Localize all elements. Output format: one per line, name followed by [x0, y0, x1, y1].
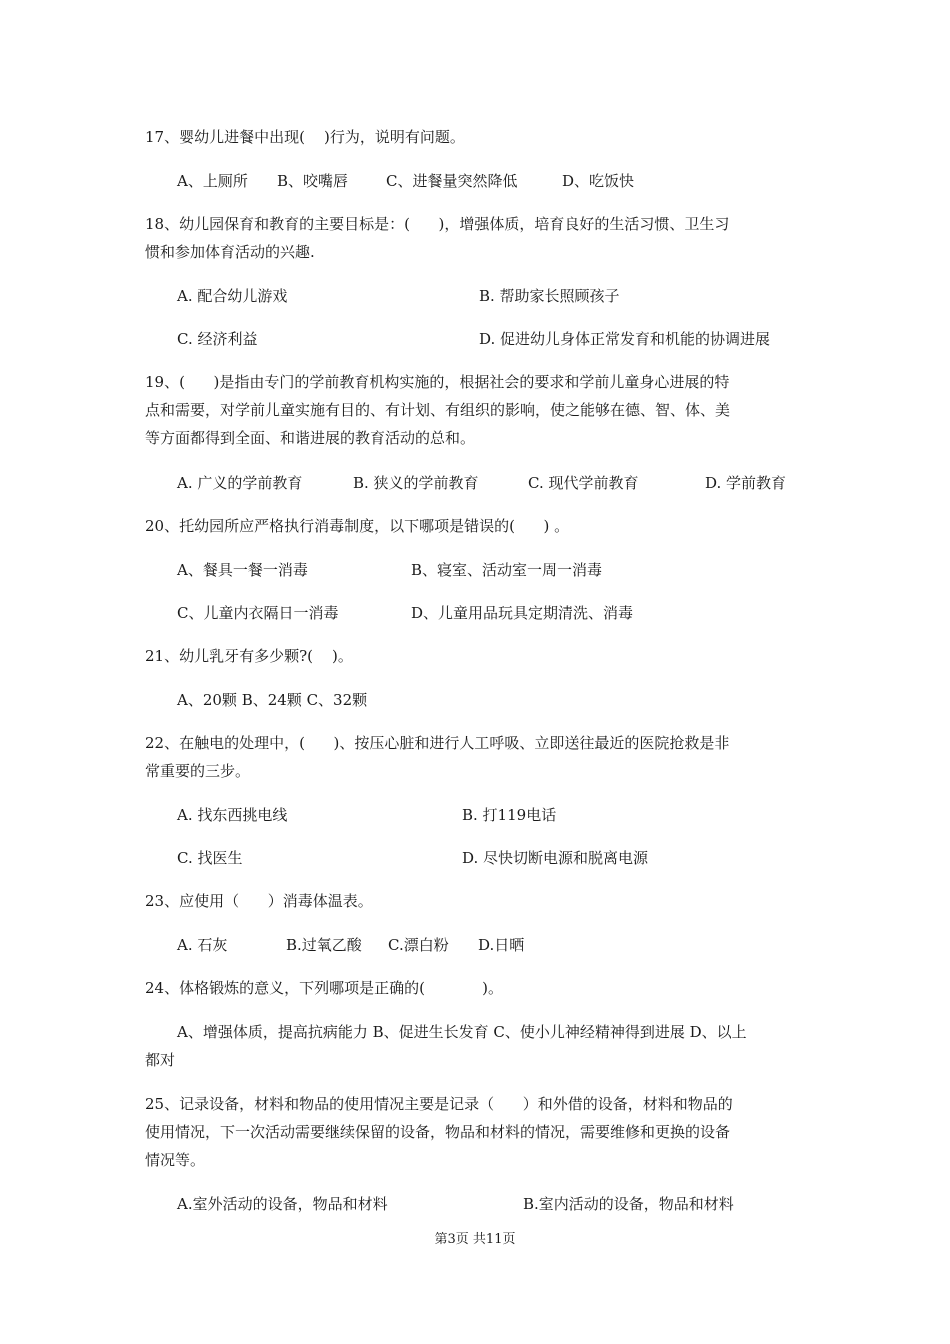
q22-option-d: D. 尽快切断电源和脱离电源: [462, 849, 649, 867]
q21-options: A、20颗 B、24颗 C、32颗: [177, 691, 368, 709]
q22-option-c: C. 找医生: [177, 849, 243, 867]
question-20: 20、托幼园所应严格执行消毒制度，以下哪项是错误的( ) 。: [145, 517, 570, 535]
q20-option-d: D、儿童用品玩具定期清洗、消毒: [411, 604, 634, 622]
question-22-line-2: 常重要的三步。: [145, 762, 251, 780]
question-25-line-3: 情况等。: [145, 1151, 206, 1169]
question-19-line-1: 19、( )是指由专门的学前教育机构实施的，根据社会的要求和学前儿童身心进展的特: [145, 373, 730, 391]
q20-option-c: C、儿童内衣隔日一消毒: [177, 604, 339, 622]
question-19-line-2: 点和需要，对学前儿童实施有目的、有计划、有组织的影响，使之能够在德、智、体、美: [145, 401, 731, 419]
q24-options-line-1: A、增强体质，提高抗病能力 B、促进生长发育 C、使小儿神经精神得到进展 D、以上: [177, 1023, 747, 1041]
question-17: 17、婴幼儿进餐中出现( )行为，说明有问题。: [145, 128, 465, 146]
q19-option-d: D. 学前教育: [705, 474, 787, 492]
q19-option-a: A. 广义的学前教育: [177, 474, 303, 492]
question-18-line-2: 惯和参加体育活动的兴趣.: [145, 243, 315, 261]
q17-option-c: C、进餐量突然降低: [386, 172, 518, 190]
q23-option-d: D.日晒: [478, 936, 525, 954]
q18-option-c: C. 经济利益: [177, 330, 258, 348]
q20-option-a: A、餐具一餐一消毒: [177, 561, 308, 579]
q23-option-a: A. 石灰: [177, 936, 228, 954]
q17-option-b: B、咬嘴唇: [277, 172, 349, 190]
q25-option-b: B.室内活动的设备，物品和材料: [523, 1195, 734, 1213]
question-25-line-1: 25、记录设备，材料和物品的使用情况主要是记录（ ）和外借的设备，材料和物品的: [145, 1095, 733, 1113]
question-18-line-1: 18、幼儿园保育和教育的主要目标是：( )，增强体质，培育良好的生活习惯、卫生习: [145, 215, 730, 233]
question-24: 24、体格锻炼的意义，下列哪项是正确的( )。: [145, 979, 504, 997]
q19-option-c: C. 现代学前教育: [528, 474, 639, 492]
q25-option-a: A.室外活动的设备，物品和材料: [177, 1195, 388, 1213]
q18-option-a: A. 配合幼儿游戏: [177, 287, 288, 305]
page-footer: 第3页 共11页: [434, 1232, 516, 1247]
q19-option-b: B. 狭义的学前教育: [353, 474, 479, 492]
q20-option-b: B、寝室、活动室一周一消毒: [411, 561, 603, 579]
q18-option-d: D. 促进幼儿身体正常发育和机能的协调进展: [479, 330, 771, 348]
question-23: 23、应使用（ ）消毒体温表。: [145, 892, 373, 910]
q18-option-b: B. 帮助家长照顾孩子: [479, 287, 620, 305]
q23-option-c: C.漂白粉: [388, 936, 449, 954]
q17-option-d: D、吃饭快: [562, 172, 635, 190]
question-25-line-2: 使用情况，下一次活动需要继续保留的设备，物品和材料的情况，需要维修和更换的设备: [145, 1123, 731, 1141]
q22-option-a: A. 找东西挑电线: [177, 806, 288, 824]
q24-options-line-2: 都对: [145, 1051, 176, 1069]
question-21: 21、幼儿乳牙有多少颗?( )。: [145, 647, 353, 665]
question-19-line-3: 等方面都得到全面、和谐进展的教育活动的总和。: [145, 429, 476, 447]
q22-option-b: B. 打119电话: [462, 806, 557, 824]
q17-option-a: A、上厕所: [177, 172, 248, 190]
question-22-line-1: 22、在触电的处理中，( )、按压心脏和进行人工呼吸、立即送往最近的医院抢救是非: [145, 734, 730, 752]
q23-option-b: B.过氧乙酸: [286, 936, 362, 954]
